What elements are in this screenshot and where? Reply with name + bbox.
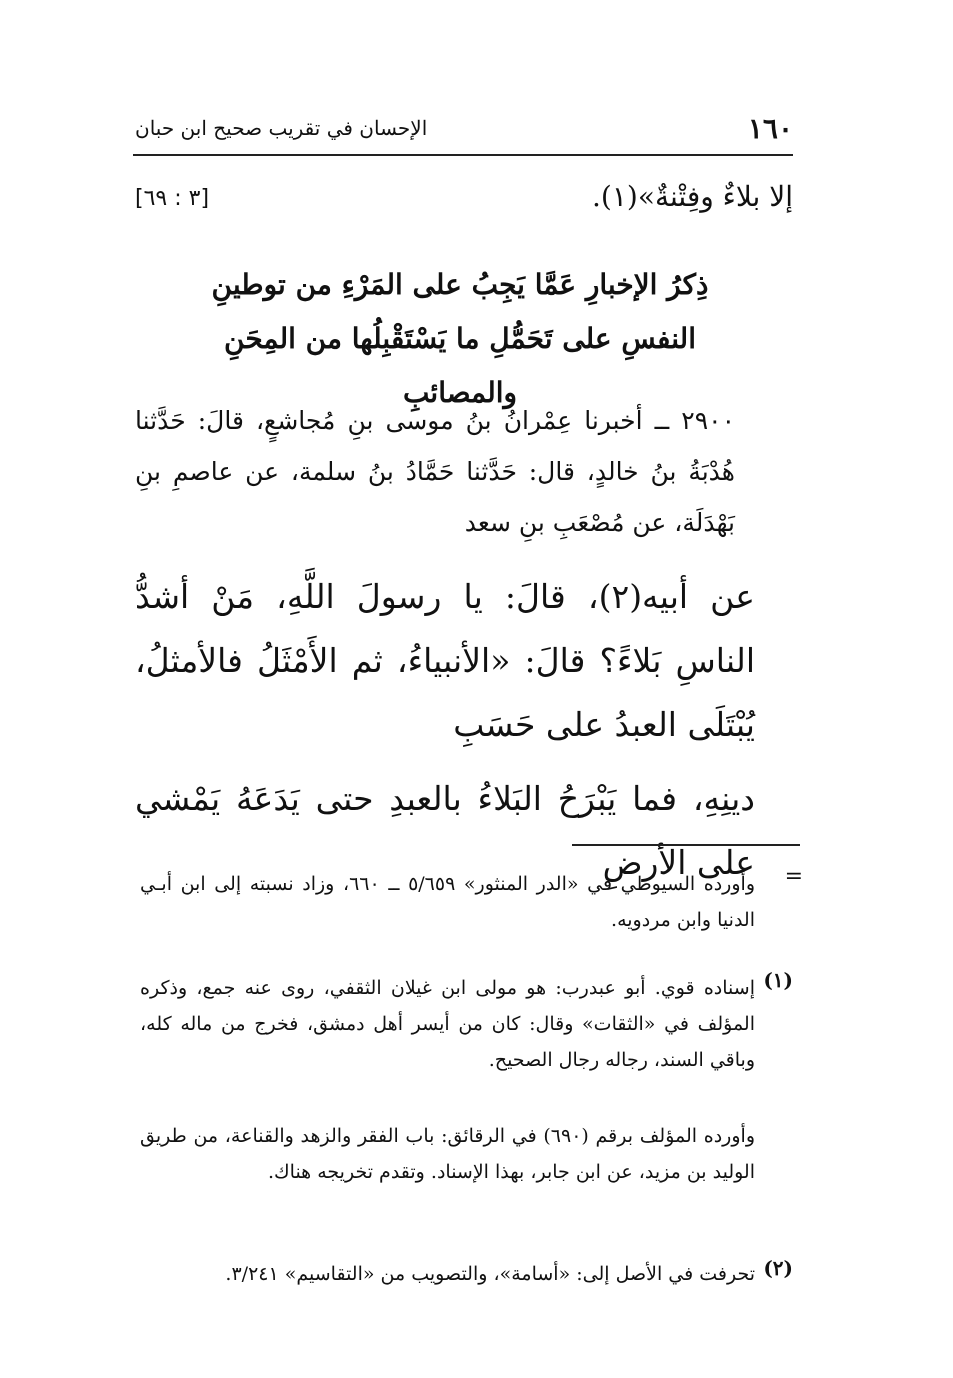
running-title: الإحسان في تقريب صحيح ابن حبان [135,116,428,140]
hadith-matn-part-2: دينِهِ، فما يَبْرَحُ البَلاءُ بالعبدِ حتى يَدَعَهُ يَمْشي على الأرضِ [135,779,755,882]
continued-text: إلا بلاءٌ وفِتْنةٌ»(١). [592,180,793,213]
volume-page-reference: [٣ : ٦٩] [135,186,210,211]
footnote-2-number: (٢) [763,1256,793,1280]
footnote-1-note: وأورده المؤلف برقم (٦٩٠) في الرقائق: باب الفقر والزهد والقناعة، من طريق الوليد بن مزيد، عن ابن جابر، بهذا الإسناد. وتقدم تخريجه هناك. [140,1125,755,1183]
footnote-divider [572,844,800,846]
hadith-matn [135,565,755,905]
header-divider [133,154,793,156]
hadith-matn-part-1: عن أبيه(٢)، قالَ: يا رسولَ اللَّهِ، مَنْ أشدُّ الناسِ بَلاءً؟ قالَ: «الأنبياءُ، ثم الأَمْثَلُ فالأمثلُ، يُبْتَلَى العبدُ على حَسَبِ [135,577,755,744]
hadith-isnad: ٢٩٠٠ ــ أخبرنا عِمْرانُ بنُ موسى بنِ مُجاشعٍ، قالَ: حَدَّثنا هُدْبَةُ بنُ خالدٍ، قال: حَدَّثنا حَمَّادُ بنُ سلمة، عن عاصمِ بنِ بَهْدَلَة، عن مُصْعَبِ بنِ سعد [135,406,735,537]
chapter-title: ذِكرُ الإخبارِ عَمَّا يَجِبُ على المَرْءِ من توطينِ النفسِ على تَحَمُّلِ ما يَسْتَقْبِلُها من المِحَنِ والمصائبِ [211,268,709,409]
footnote-2-text: تحرفت في الأصل إلى: «أسامة»، والتصويب من «التقاسيم» ٣/٢٤١. [225,1263,755,1285]
footnote-1-text: إسناده قوي. أبو عبدرب: هو مولى ابن غيلان الثقفي، روى عنه جمع، وذكره المؤلف في «الثقات» وقال: كان من أيسر أهل دمشق، فخرج من ماله كله، وباقي السند، رجاله رجال الصحيح. [140,977,755,1071]
footnote-continued: وأورده السيوطي في «الدر المنثور» ٥/٦٥٩ ــ ٦٦٠، وزاد نسبته إلى ابن أبـي الدنيا وابن مردويه. [140,873,755,931]
page-number: ١٦٠ [747,112,793,145]
footnote-1-number: (١) [763,968,793,992]
continuation-marker: = [784,864,803,889]
